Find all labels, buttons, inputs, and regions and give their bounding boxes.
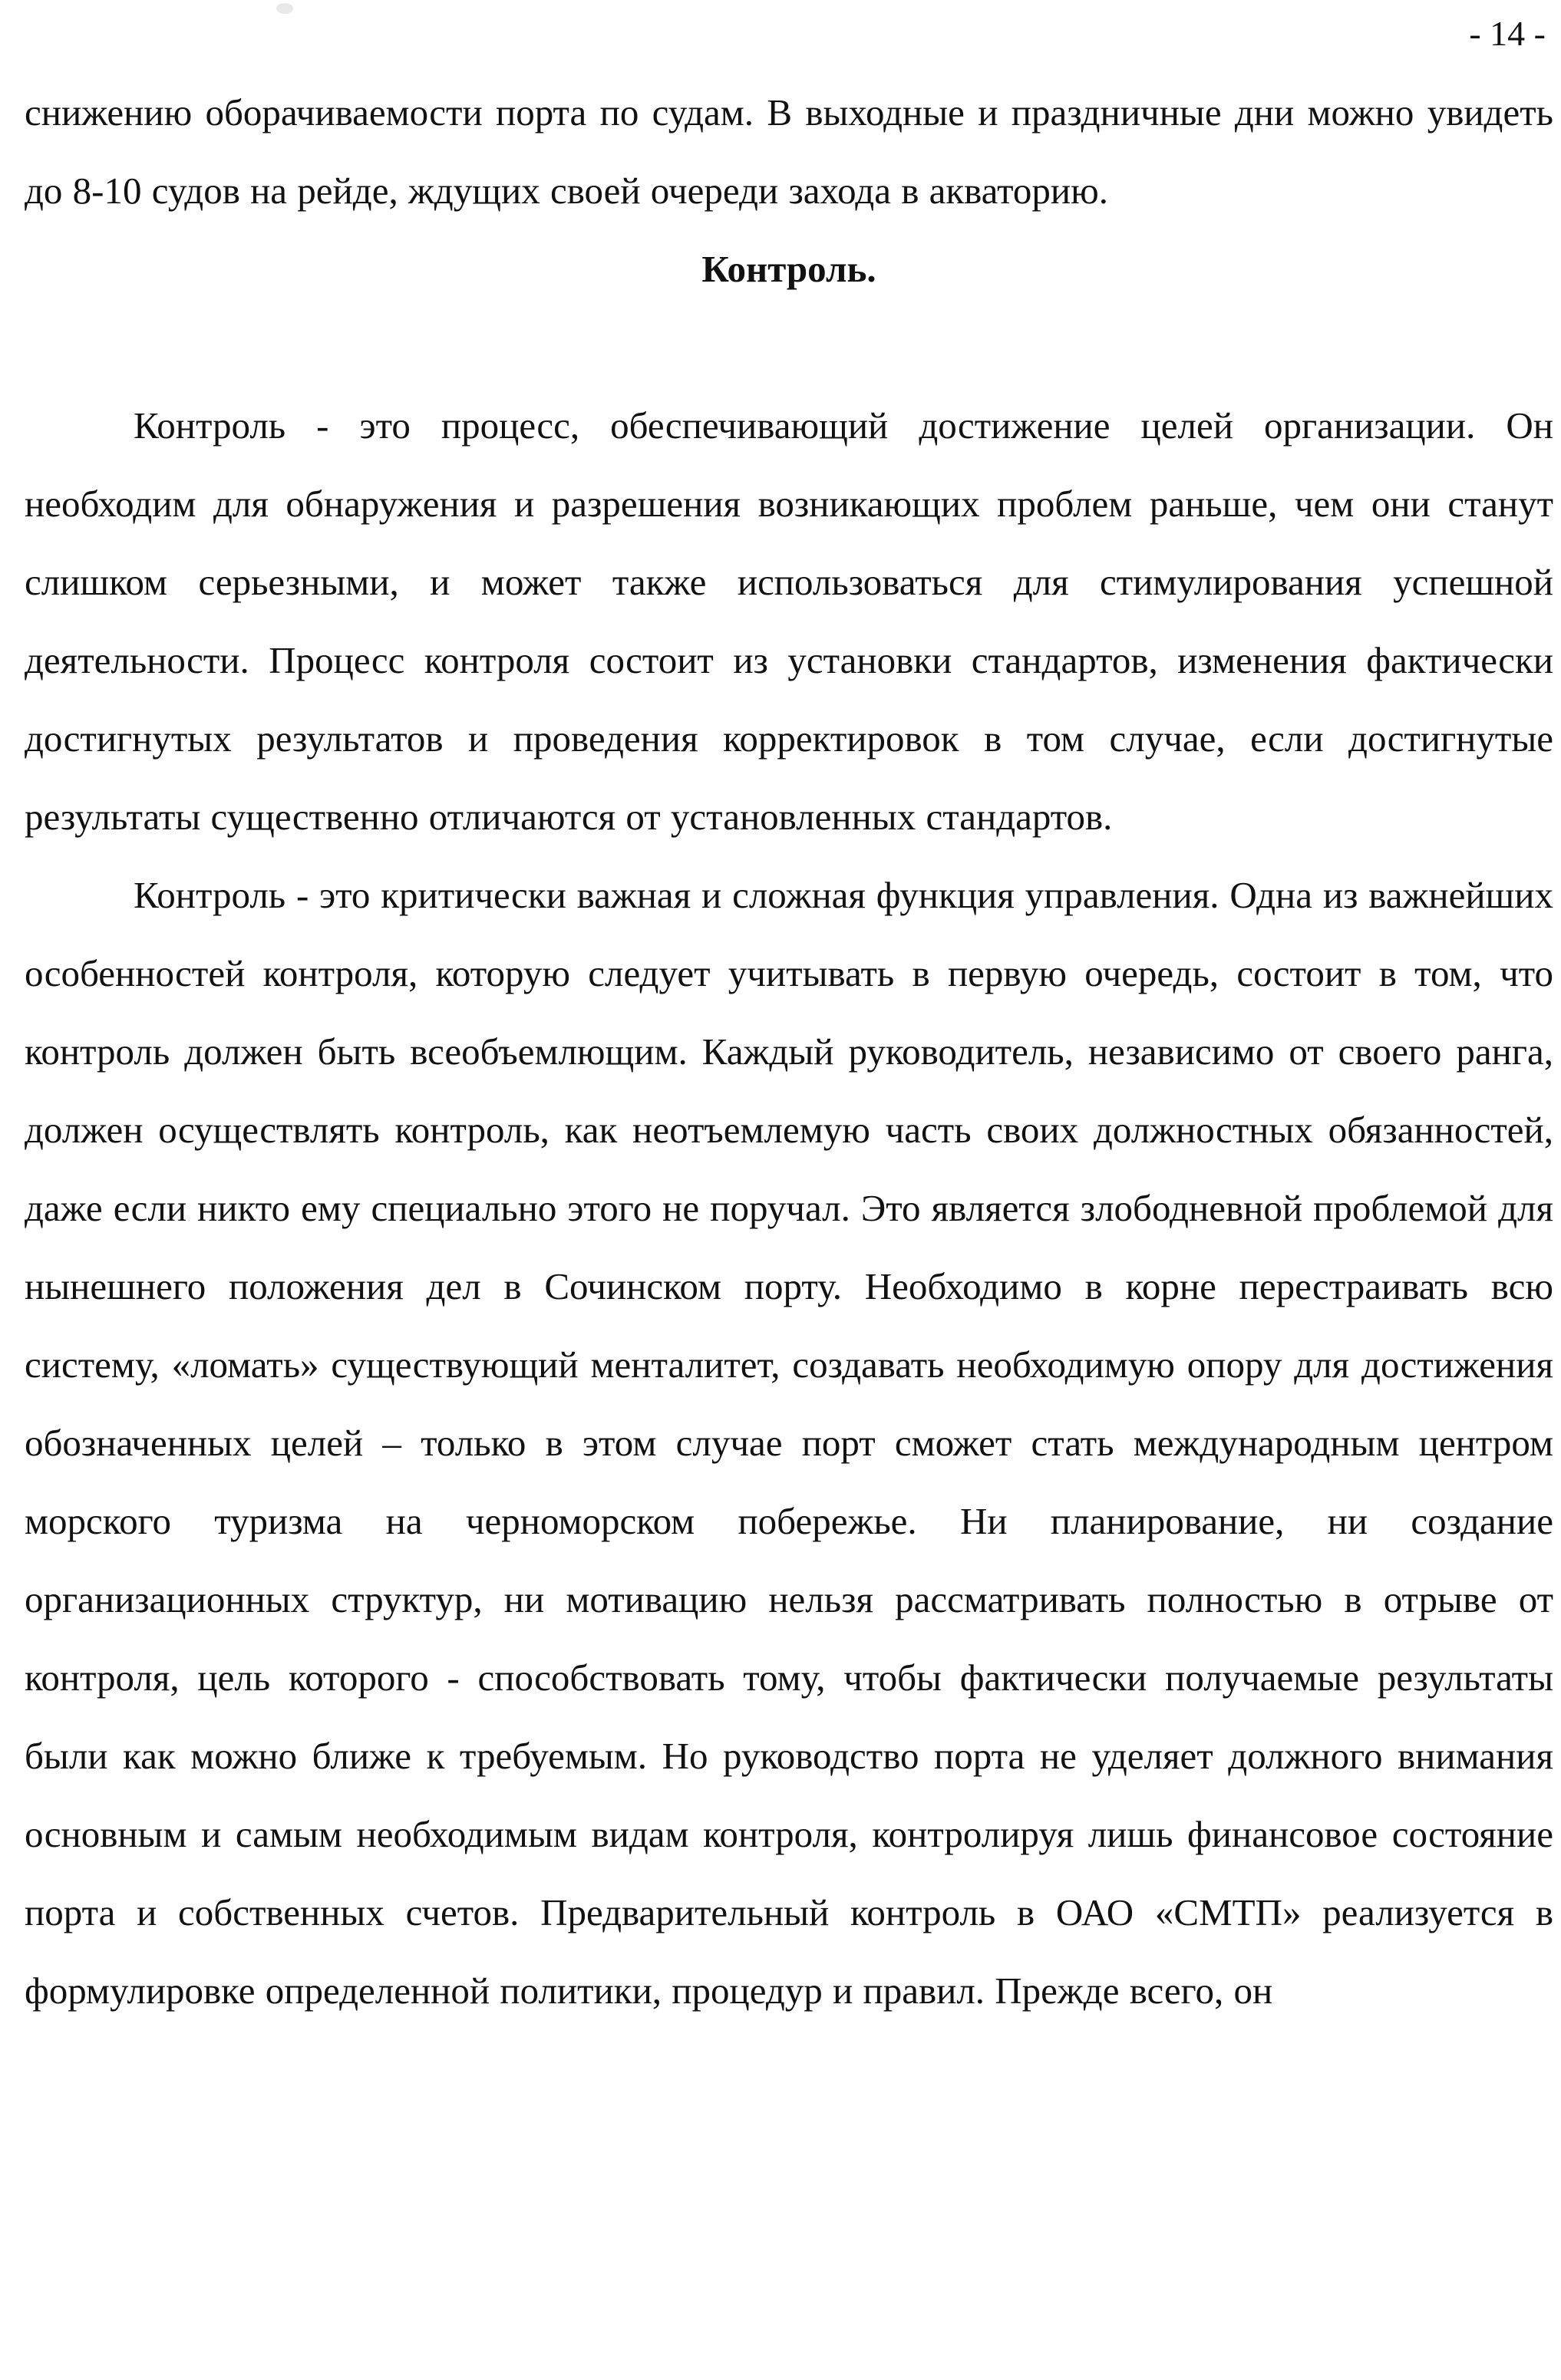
paragraph-control-definition: Контроль - это процесс, обеспечивающий достижение целей организации. Он необходим для обнаружения и разрешения возникающих проблем раньше, чем они станут слишком серьезными, и может также использоваться для стимулирования успешной деятельности. Процесс контроля состоит из установки стандартов, изменения фактически достигнутых результатов и проведения корректировок в том случае, если достигнутые результаты существенно отличаются от установленных стандартов.	[25, 404, 1553, 838]
section-heading: Контроль.	[701, 248, 876, 290]
page-body	[25, 74, 1553, 2030]
scan-smudge	[276, 3, 293, 14]
paragraph-control-function: Контроль - это критически важная и сложная функция управления. Одна из важнейших особенностей контроля, которую следует учитывать в первую очередь, состоит в том, что контроль должен быть всеобъемлющим. Каждый руководитель, независимо от своего ранга, должен осуществлять контроль, как неотъемлемую часть своих должностных обязанностей, даже если никто ему специально этого не поручал. Это является злободневной проблемой для нынешнего положения дел в Сочинском порту. Необходимо в корне перестраивать всю систему, «ломать» существующий менталитет, создавать необходимую опору для достижения обозначенных целей – только в этом случае порт сможет стать международным центром морского туризма на черноморском побережье. Ни планирование, ни создание организационных структур, ни мотивацию нельзя рассматривать полностью в отрыве от контроля, цель которого - способствовать тому, чтобы фактически получаемые результаты были как можно ближе к требуемым. Но руководство порта не уделяет должного внимания основным и самым необходимым видам контроля, контролируя лишь финансовое состояние порта и собственных счетов. Предварительный контроль в ОАО «СМТП» реализуется в формулировке определенной политики, процедур и правил. Прежде всего, он	[25, 874, 1553, 2012]
carryover-paragraph: снижению оборачиваемости порта по судам. В выходные и праздничные дни можно увидеть до 8-10 судов на рейде, ждущих своей очереди захода в акваторию.	[25, 91, 1553, 212]
page-number: - 14 -	[1469, 14, 1546, 53]
